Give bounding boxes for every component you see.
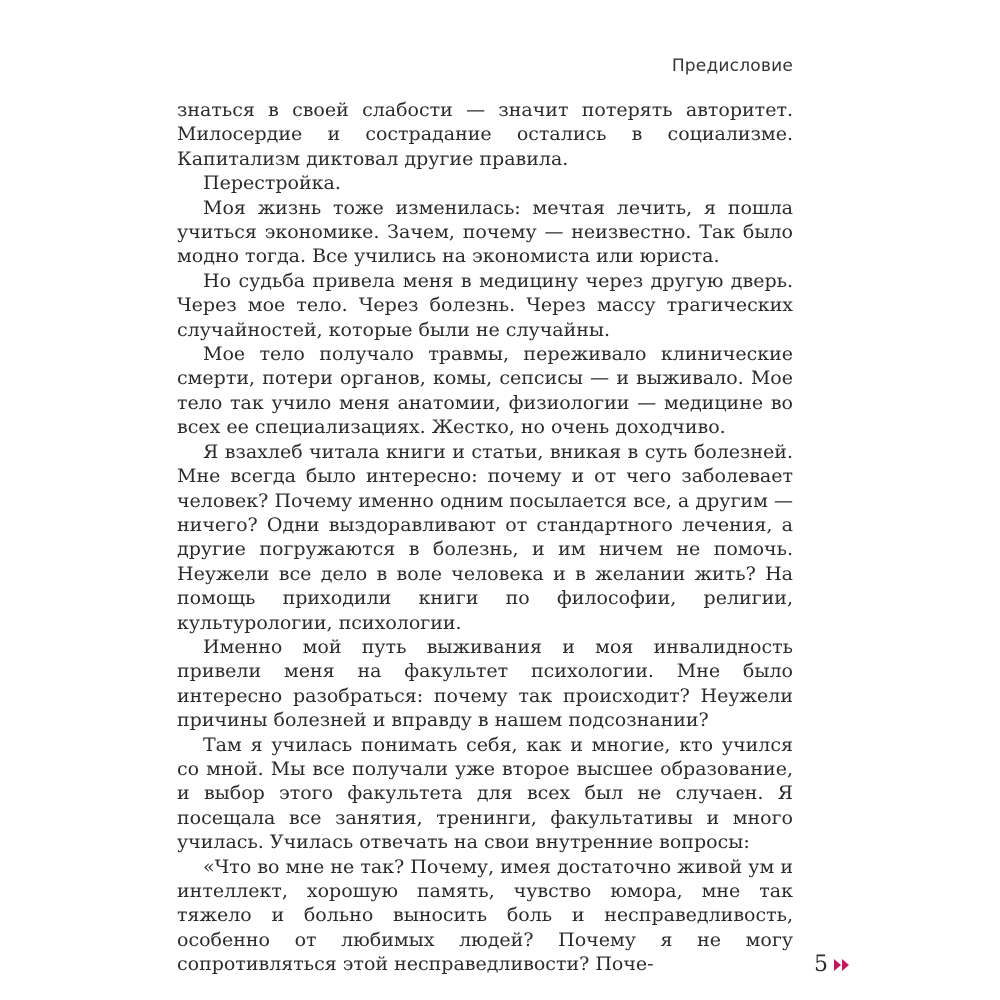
page-number: 5 — [814, 952, 828, 977]
body-text — [177, 98, 793, 977]
double-chevron-right-icon — [834, 958, 850, 972]
paragraph: Перестройка. — [203, 172, 341, 195]
paragraph: Именно мой путь выживания и моя инвалидность привели меня на факультет психологии. Мне было интересно разобраться: почему так происходит? Неужели причины болезней и вправду в нашем подсознании? — [177, 635, 793, 732]
paragraph: Там я училась понимать себя, как и многие, кто учился со мной. Мы все получали уже второе высшее образование, и выбор этого факультета для всех был не случаен. Я посещала все занятия, тренинги, факультативы и много училась. Училась отвечать на свои внутренние вопросы: — [177, 733, 793, 854]
paragraph: Но судьба привела меня в медицину через другую дверь. Через мое тело. Через болезнь. Через массу трагических случайностей, которые были не случайны. — [177, 269, 793, 341]
paragraph: Моя жизнь тоже изменилась: мечтая лечить, я пошла учиться экономике. Зачем, почему — неизвестно. Так было модно тогда. Все учились на экономиста или юриста. — [177, 196, 793, 268]
paragraph: «Что во мне не так? Почему, имея достаточно живой ум и интеллект, хорошую память, чувство юмора, мне так тяжело и больно выносить боль и несправедливость, особенно от любимых людей? Почему я не могу сопротивляться этой несправедливости? Поче- — [177, 855, 793, 976]
paragraph: знаться в своей слабости — значит потерять авторитет. Милосердие и сострадание остались в социализме. Капитализм диктовал другие правила. — [177, 99, 793, 170]
page-footer — [814, 952, 850, 977]
paragraph: Я взахлеб читала книги и статьи, вникая в суть болезней. Мне всегда было интересно: почему и от чего заболевает человек? Почему именно одним посылается все, а другим — ничего? Одни выздоравливают от стандартного лечения, а другие погружаются в болезнь, и им ничем не помочь. Неужели все дело в воле человека и в желании жить? На помощь приходили книги по философии, религии, культурологии, психологии. — [177, 440, 793, 634]
chevron-right-icon — [842, 959, 849, 971]
paragraph: Мое тело получало травмы, переживало клинические смерти, потери органов, комы, сепсисы — и выживало. Мое тело так учило меня анатомии, физиологии — медицине во всех ее специализациях. Жестко, но очень доходчиво. — [177, 343, 793, 439]
running-header: Предисловие — [671, 56, 793, 76]
chevron-right-icon — [834, 959, 841, 971]
